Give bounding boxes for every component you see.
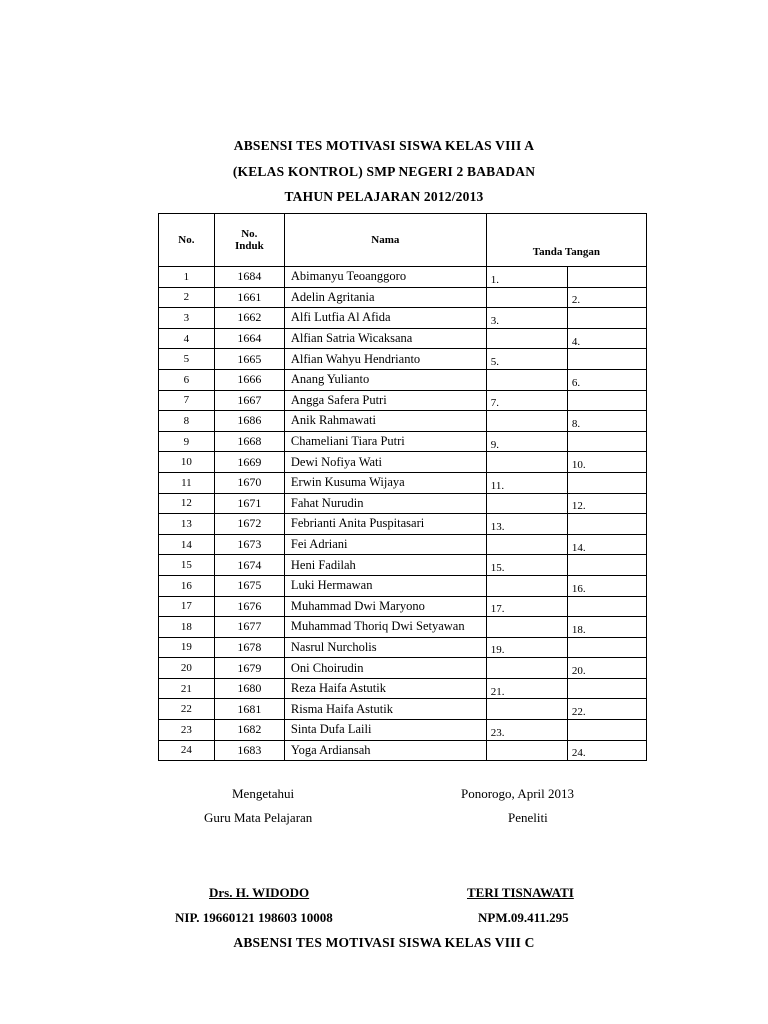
row-nama: Fei Adriani [284,534,486,555]
researcher-name: TERI TISNAWATI [467,885,574,900]
table-row [159,328,647,349]
row-nama: Angga Safera Putri [284,390,486,411]
signature-cell-left[interactable] [486,328,567,349]
row-number: 14 [159,534,215,555]
signature-number: 7. [490,397,499,410]
table-row [159,514,647,535]
signature-cell-right[interactable] [567,699,646,720]
table-row [159,267,647,288]
row-induk: 1664 [214,328,284,349]
signature-cell-right[interactable] [567,658,646,679]
signature-number: 11. [490,479,505,492]
signature-number: 15. [490,562,505,575]
row-induk: 1681 [214,699,284,720]
row-nama: Dewi Nofiya Wati [284,452,486,473]
mengetahui-label: Mengetahui [232,786,295,801]
row-number: 15 [159,555,215,576]
row-induk: 1666 [214,369,284,390]
signature-number: 17. [490,603,505,616]
table-row [159,596,647,617]
row-induk: 1680 [214,678,284,699]
table-row [159,575,647,596]
signature-cell-right[interactable] [567,452,646,473]
table-row [159,493,647,514]
signature-cell-right[interactable] [567,534,646,555]
signature-cell-right[interactable] [567,678,646,699]
signature-number: 12. [571,500,586,513]
row-induk: 1674 [214,555,284,576]
row-number: 17 [159,596,215,617]
row-induk: 1683 [214,740,284,761]
document-title-line-1: ABSENSI TES MOTIVASI SISWA KELAS VIII A [233,138,535,153]
row-induk: 1684 [214,267,284,288]
signature-number: 14. [571,541,586,554]
row-induk: 1671 [214,493,284,514]
row-number: 1 [159,267,215,288]
signature-cell-right[interactable] [567,431,646,452]
row-number: 18 [159,617,215,638]
row-nama: Heni Fadilah [284,555,486,576]
row-induk: 1673 [214,534,284,555]
table-row [159,287,647,308]
next-section-title: ABSENSI TES MOTIVASI SISWA KELAS VIII C [233,935,535,950]
signature-cell-left[interactable] [486,596,567,617]
signature-number: 16. [571,582,586,595]
row-nama: Yoga Ardiansah [284,740,486,761]
row-number: 21 [159,678,215,699]
signature-cell-left[interactable] [486,617,567,638]
row-induk: 1678 [214,637,284,658]
row-nama: Alfi Lutfia Al Afida [284,308,486,329]
row-nama: Erwin Kusuma Wijaya [284,472,486,493]
row-number: 9 [159,431,215,452]
row-induk: 1675 [214,575,284,596]
signature-cell-left[interactable] [486,390,567,411]
signature-cell-right[interactable] [567,411,646,432]
signature-cell-right[interactable] [567,349,646,370]
signature-cell-right[interactable] [567,308,646,329]
row-number: 7 [159,390,215,411]
table-row [159,720,647,741]
signature-cell-left[interactable] [486,740,567,761]
place-date: Ponorogo, April 2013 [461,786,575,801]
signature-number: 3. [490,314,499,327]
signature-number: 2. [571,294,581,307]
header-tanda-tangan: Tanda Tangan [486,214,646,267]
table-row [159,534,647,555]
attendance-rows [159,267,647,761]
table-row [159,617,647,638]
signature-cell-left[interactable] [486,514,567,535]
signature-cell-left[interactable] [486,534,567,555]
signature-cell-right[interactable] [567,575,646,596]
signature-cell-left[interactable] [486,575,567,596]
signature-number: 18. [571,623,586,636]
row-number: 10 [159,452,215,473]
row-nama: Oni Choirudin [284,658,486,679]
signature-cell-left[interactable] [486,720,567,741]
row-number: 11 [159,472,215,493]
row-nama: Anik Rahmawati [284,411,486,432]
signature-cell-left[interactable] [486,431,567,452]
row-nama: Reza Haifa Astutik [284,678,486,699]
peneliti-label: Peneliti [508,810,548,825]
row-number: 13 [159,514,215,535]
row-nama: Sinta Dufa Laili [284,720,486,741]
researcher-npm: NPM.09.411.295 [478,910,569,925]
row-number: 6 [159,369,215,390]
row-number: 4 [159,328,215,349]
signature-cell-right[interactable] [567,287,646,308]
signature-cell-left[interactable] [486,658,567,679]
signature-number: 24. [571,747,586,760]
row-induk: 1686 [214,411,284,432]
table-header-row [159,214,647,267]
row-number: 20 [159,658,215,679]
row-induk: 1679 [214,658,284,679]
signature-cell-left[interactable] [486,287,567,308]
table-row [159,637,647,658]
row-nama: Abimanyu Teoanggoro [284,267,486,288]
signature-number: 19. [490,644,505,657]
row-number: 2 [159,287,215,308]
signature-cell-left[interactable] [486,452,567,473]
signature-cell-right[interactable] [567,596,646,617]
signature-cell-right[interactable] [567,390,646,411]
signature-cell-left[interactable] [486,411,567,432]
row-induk: 1662 [214,308,284,329]
row-nama: Anang Yulianto [284,369,486,390]
row-number: 3 [159,308,215,329]
row-nama: Luki Hermawan [284,575,486,596]
table-row [159,308,647,329]
row-nama: Alfian Wahyu Hendrianto [284,349,486,370]
row-nama: Fahat Nurudin [284,493,486,514]
attendance-table [158,213,647,761]
table-row [159,472,647,493]
header-induk-label: No. Induk [234,228,264,252]
signature-cell-right[interactable] [567,514,646,535]
document-title-line-2: (KELAS KONTROL) SMP NEGERI 2 BABADAN [232,164,536,179]
header-no: No. [159,214,215,267]
row-nama: Muhammad Dwi Maryono [284,596,486,617]
row-nama: Adelin Agritania [284,287,486,308]
guru-label: Guru Mata Pelajaran [204,810,313,825]
signature-number: 10. [571,459,586,472]
row-induk: 1667 [214,390,284,411]
signature-number: 6. [571,376,581,389]
table-row [159,740,647,761]
signature-cell-left[interactable] [486,267,567,288]
row-number: 23 [159,720,215,741]
table-row [159,658,647,679]
signature-cell-right[interactable] [567,740,646,761]
row-induk: 1677 [214,617,284,638]
row-induk: 1668 [214,431,284,452]
row-induk: 1661 [214,287,284,308]
row-number: 22 [159,699,215,720]
table-row [159,390,647,411]
row-nama: Nasrul Nurcholis [284,637,486,658]
signature-number: 13. [490,520,505,533]
row-induk: 1669 [214,452,284,473]
document-title-line-3: TAHUN PELAJARAN 2012/2013 [284,189,484,204]
signature-cell-right[interactable] [567,369,646,390]
signature-cell-right[interactable] [567,267,646,288]
teacher-nip: NIP. 19660121 198603 10008 [175,910,333,925]
signature-cell-left[interactable] [486,637,567,658]
signature-number: 4. [571,335,581,348]
row-induk: 1672 [214,514,284,535]
row-induk: 1676 [214,596,284,617]
row-nama: Muhammad Thoriq Dwi Setyawan [284,617,486,638]
signature-cell-right[interactable] [567,617,646,638]
table-row [159,699,647,720]
signature-number: 9. [490,438,499,451]
table-row [159,678,647,699]
signature-number: 8. [571,417,581,430]
row-induk: 1670 [214,472,284,493]
signature-cell-left[interactable] [486,555,567,576]
row-number: 19 [159,637,215,658]
table-row [159,411,647,432]
table-row [159,369,647,390]
row-induk: 1665 [214,349,284,370]
signature-number: 23. [490,726,505,739]
row-number: 16 [159,575,215,596]
signature-cell-left[interactable] [486,699,567,720]
teacher-name: Drs. H. WIDODO [209,885,310,900]
header-nama: Nama [284,214,486,267]
signature-cell-right[interactable] [567,720,646,741]
table-row [159,349,647,370]
signature-cell-right[interactable] [567,555,646,576]
row-number: 8 [159,411,215,432]
signature-cell-right[interactable] [567,637,646,658]
row-number: 5 [159,349,215,370]
row-induk: 1682 [214,720,284,741]
row-nama: Alfian Satria Wicaksana [284,328,486,349]
signature-number: 22. [571,706,586,719]
row-nama: Febrianti Anita Puspitasari [284,514,486,535]
signature-cell-right[interactable] [567,472,646,493]
signature-cell-left[interactable] [486,472,567,493]
signature-cell-right[interactable] [567,328,646,349]
signature-number: 20. [571,665,586,678]
signature-cell-right[interactable] [567,493,646,514]
table-row [159,431,647,452]
table-row [159,452,647,473]
table-row [159,555,647,576]
row-number: 24 [159,740,215,761]
signature-cell-left[interactable] [486,349,567,370]
signature-cell-left[interactable] [486,369,567,390]
signature-number: 1. [490,273,499,286]
row-nama: Chameliani Tiara Putri [284,431,486,452]
signature-cell-left[interactable] [486,308,567,329]
signature-number: 5. [490,356,499,369]
signature-cell-left[interactable] [486,678,567,699]
signature-number: 21. [490,685,505,698]
row-nama: Risma Haifa Astutik [284,699,486,720]
row-number: 12 [159,493,215,514]
header-induk [214,214,284,267]
signature-cell-left[interactable] [486,493,567,514]
